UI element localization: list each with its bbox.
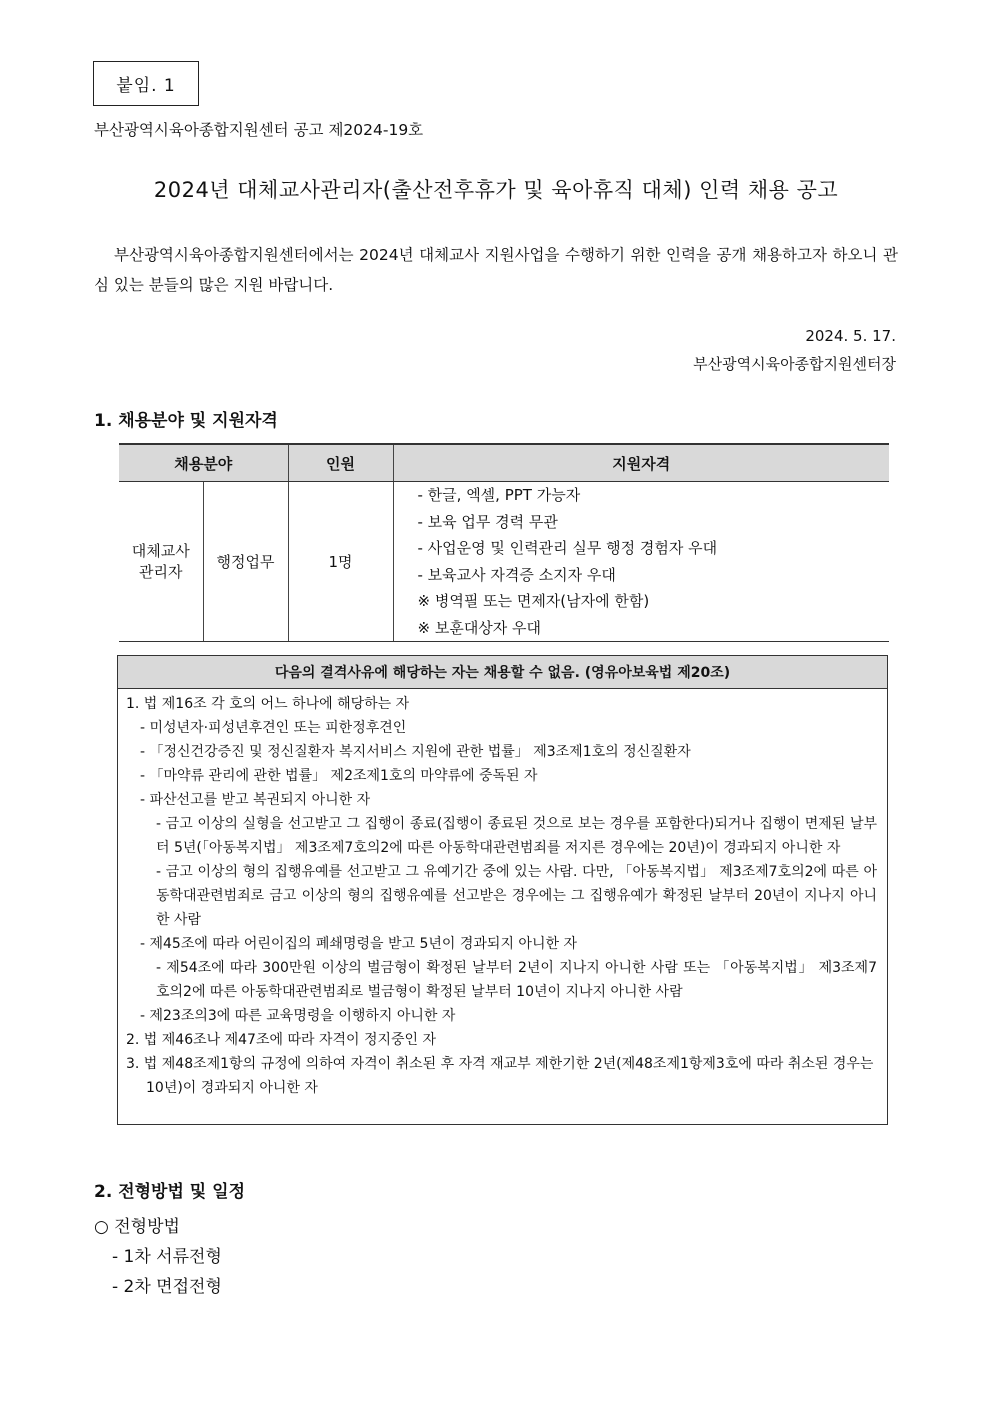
disqualification-item: - 제54조에 따라 300만원 이상의 벌금형이 확정된 날부터 2년이 지나지 아니한 사람 또는 「아동복지법」 제3조제7호의2에 따른 아동학대관련범죄로 벌금형이 확정된 날부터 10년이 지나지 아니한 사람 <box>156 960 877 1000</box>
table-header-row <box>119 444 889 482</box>
intro-paragraph: 부산광역시육아종합지원센터에서는 2024년 대체교사 지원사업을 수행하기 위한 인력을 공개 채용하고자 하오니 관심 있는 분들의 많은 지원 바랍니다. <box>94 246 898 294</box>
section1-heading: 1. 채용분야 및 지원자격 <box>94 411 278 431</box>
disqualification-item: - 금고 이상의 형의 집행유예를 선고받고 그 유예기간 중에 있는 사람. 다만, 「아동복지법」 제3조제7호의2에 따른 아동학대관련범죄로 금고 이상의 형의 집행유예를 선고받은 경우에는 그 집행유예가 확정된 날부터 20년이 지나지 아니한 사람 <box>156 864 877 928</box>
section2-heading: 2. 전형방법 및 일정 <box>94 1182 245 1202</box>
disqualification-item: - 파산선고를 받고 복권되지 아니한 자 <box>140 792 371 808</box>
qualification-item: - 한글, 엑셀, PPT 가능자 <box>417 486 581 504</box>
disqualification-item: - 「마약류 관리에 관한 법률」 제2조제1호의 마약류에 중독된 자 <box>140 768 538 784</box>
disqualification-item: - 「정신건강증진 및 정신질환자 복지서비스 지원에 관한 법률」 제3조제1호의 정신질환자 <box>140 744 691 760</box>
disqualification-list <box>118 689 887 1100</box>
disqualification-item: - 제45조에 따라 어린이집의 폐쇄명령을 받고 5년이 경과되지 아니한 자 <box>140 936 577 952</box>
notice-number: 부산광역시육아종합지원센터 공고 제2024-19호 <box>94 121 424 139</box>
notice-date: 2024. 5. 17. <box>805 327 896 345</box>
header-field: 채용분야 <box>119 444 288 482</box>
qualification-item: ※ 병역필 또는 면제자(남자에 한함) <box>417 592 650 610</box>
header-qualification: 지원자격 <box>393 444 889 482</box>
selection-step: - 1차 서류전형 <box>112 1247 222 1267</box>
qualification-item: ※ 보훈대상자 우대 <box>417 618 542 637</box>
recruitment-table <box>119 443 889 642</box>
selection-method <box>94 1212 222 1302</box>
headcount: 1명 <box>288 482 393 642</box>
field-main: 대체교사 관리자 <box>119 482 203 642</box>
method-label: ○ 전형방법 <box>94 1217 180 1237</box>
disqualification-item: - 금고 이상의 실형을 선고받고 그 집행이 종료(집행이 종료된 것으로 보는 경우를 포함한다)되거나 집행이 면제된 날부터 5년(「아동복지법」 제3조제7호의2에 따른 아동학대관련범죄를 저지른 경우에는 20년)이 경과되지 아니한 자 <box>156 816 877 856</box>
disqualification-item: - 미성년자·피성년후견인 또는 피한정후견인 <box>140 720 407 736</box>
disqualification-item: 2. 법 제46조나 제47조에 따라 자격이 정지중인 자 <box>126 1032 437 1048</box>
header-headcount: 인원 <box>288 444 393 482</box>
qualification-list <box>393 482 889 642</box>
disqualification-box <box>117 655 888 1125</box>
disqualification-item: - 제23조의3에 따른 교육명령을 이행하지 아니한 자 <box>140 1008 456 1024</box>
disqualification-item: 3. 법 제48조제1항의 규정에 의하여 자격이 취소된 후 자격 재교부 제한기한 2년(제48조제1항제3호에 따라 취소된 경우는 10년)이 경과되지 아니한 자 <box>126 1056 874 1096</box>
attachment-label: 붙임. 1 <box>93 61 199 106</box>
disqualification-heading: 다음의 결격사유에 해당하는 자는 채용할 수 없음. (영유아보육법 제20조) <box>118 656 887 689</box>
qualification-item: - 보육교사 자격증 소지자 우대 <box>417 565 616 584</box>
qualification-item: - 사업운영 및 인력관리 실무 행정 경험자 우대 <box>417 539 718 557</box>
selection-step: - 2차 면접전형 <box>112 1277 222 1297</box>
field-sub: 행정업무 <box>203 482 288 642</box>
disqualification-item: 1. 법 제16조 각 호의 어느 하나에 해당하는 자 <box>126 696 410 712</box>
table-row <box>119 482 889 642</box>
qualification-item: - 보육 업무 경력 무관 <box>417 512 558 531</box>
issuer: 부산광역시육아종합지원센터장 <box>693 355 896 373</box>
document-title: 2024년 대체교사관리자(출산전후휴가 및 육아휴직 대체) 인력 채용 공고 <box>153 178 839 202</box>
